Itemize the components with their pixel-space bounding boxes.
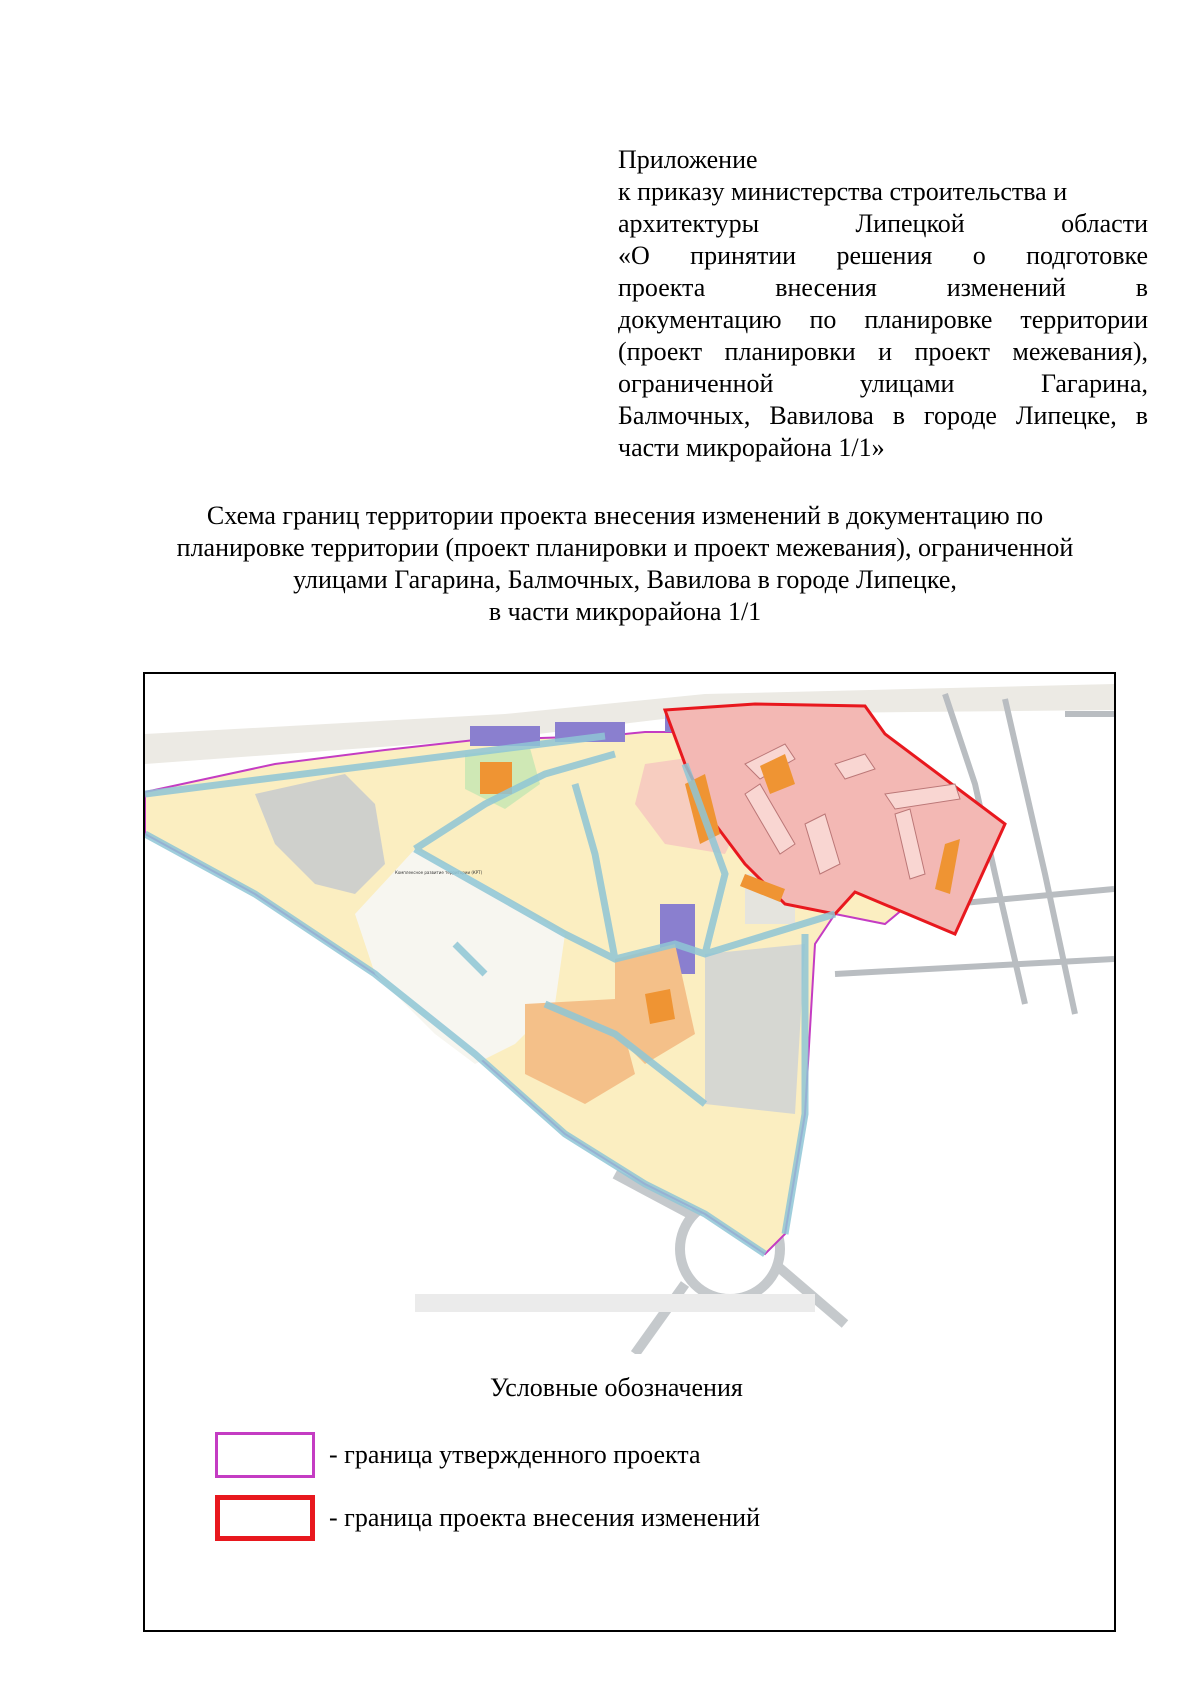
appendix-line: «О принятии решения о подготовке xyxy=(618,241,1148,270)
scheme-title-line: в части микрорайона 1/1 xyxy=(488,597,762,626)
appendix-line: Приложение xyxy=(618,145,758,174)
appendix-line: (проект планировки и проект межевания), xyxy=(618,337,1148,366)
appendix-line: ограниченной улицами Гагарина, xyxy=(618,369,1148,398)
legend-swatch-approved xyxy=(215,1432,315,1478)
appendix-line: проекта внесения изменений в xyxy=(618,273,1148,302)
territory-map xyxy=(145,674,1114,1354)
appendix-line: к приказу министерства строительства и xyxy=(618,177,1068,206)
legend-label-approved: - граница утвержденного проекта xyxy=(329,1440,701,1469)
gray-block xyxy=(705,944,805,1114)
appendix-line: документацию по планировке территории xyxy=(618,305,1148,334)
bottom-street xyxy=(415,1294,815,1312)
appendix-line: архитектуры Липецкой области xyxy=(618,209,1148,238)
map-frame xyxy=(143,672,1116,1632)
scheme-title-line: Схема границ территории проекта внесения изменений в документацию по xyxy=(206,501,1044,530)
appendix-line: части микрорайона 1/1» xyxy=(618,433,885,462)
legend-swatch-changes xyxy=(215,1495,315,1541)
development-label: Комплексное развитие территории (КРТ) xyxy=(395,870,483,875)
appendix-block xyxy=(618,144,1148,464)
scheme-title-line: улицами Гагарина, Балмочных, Вавилова в городе Липецке, xyxy=(293,565,957,594)
appendix-line: Балмочных, Вавилова в городе Липецке, в xyxy=(618,401,1148,430)
scheme-title xyxy=(100,500,1150,628)
legend-item-changes xyxy=(215,1492,760,1544)
orange-building xyxy=(645,989,675,1024)
legend-item-approved xyxy=(215,1429,701,1481)
scheme-title-line: планировке территории (проект планировки и проект межевания), ограниченной xyxy=(176,533,1074,562)
legend-label-changes: - граница проекта внесения изменений xyxy=(329,1503,760,1532)
legend-title: Условные обозначения xyxy=(490,1373,743,1402)
